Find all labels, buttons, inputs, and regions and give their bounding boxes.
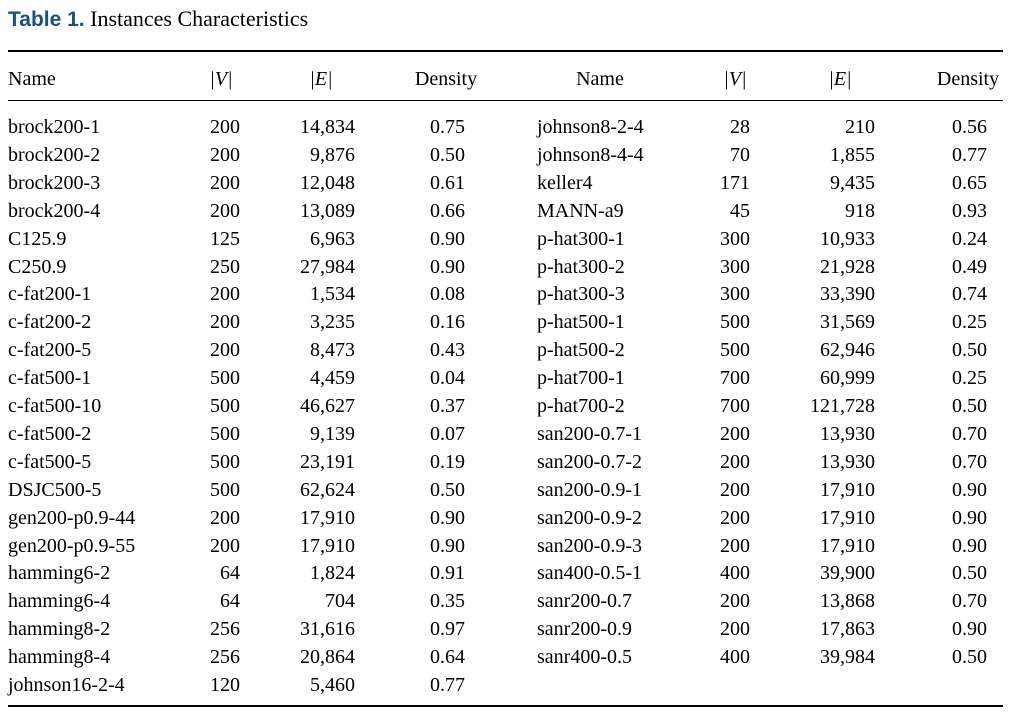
right-cell-e: 39,984 (820, 646, 875, 669)
left-cell-e: 704 (325, 590, 355, 613)
header-density-right: Density (936, 68, 1000, 90)
right-cell-density: 0.90 (952, 478, 987, 501)
right-cell-density: 0.25 (952, 367, 987, 390)
right-cell-v: 200 (720, 618, 750, 641)
left-cell-v: 500 (210, 422, 240, 445)
right-cell-density: 0.90 (952, 618, 987, 641)
left-cell-v: 120 (210, 674, 240, 696)
left-cell-e: 31,616 (300, 618, 355, 641)
right-cell-v: 300 (720, 283, 750, 306)
left-cell-name: c-fat500-5 (8, 450, 92, 473)
left-cell-density: 0.50 (430, 143, 465, 166)
right-cell-density: 0.24 (952, 227, 987, 250)
right-cell-v: 500 (720, 339, 750, 362)
left-cell-density: 0.66 (430, 199, 465, 222)
right-cell-name: sanr400-0.5 (537, 646, 632, 669)
right-cell-e: 918 (845, 199, 875, 222)
header-v-left: |V| (209, 68, 233, 90)
right-cell-name: johnson8-2-4 (537, 116, 644, 138)
left-cell-density: 0.90 (430, 227, 465, 250)
header-density-left: Density (414, 68, 478, 90)
right-cell-v: 200 (720, 422, 750, 445)
right-cell-density: 0.90 (952, 506, 987, 529)
right-cell-density: 0.77 (952, 143, 987, 166)
right-cell-density: 0.74 (952, 283, 987, 306)
right-cell-v: 200 (720, 506, 750, 529)
left-cell-name: C125.9 (8, 227, 67, 250)
left-cell-v: 200 (210, 143, 240, 166)
left-cell-name: c-fat500-1 (8, 367, 92, 390)
right-cell-density: 0.50 (952, 562, 987, 585)
right-cell-name: p-hat700-1 (537, 367, 625, 390)
right-cell-name: sanr200-0.9 (537, 618, 632, 641)
left-cell-name: brock200-3 (8, 171, 101, 194)
right-cell-e: 13,930 (820, 450, 875, 473)
right-cell-e: 17,910 (820, 534, 875, 557)
right-cell-name: san200-0.7-2 (537, 450, 642, 473)
left-cell-density: 0.90 (430, 506, 465, 529)
left-cell-density: 0.43 (430, 339, 465, 362)
left-cell-e: 6,963 (310, 227, 355, 250)
header-name-left: Name (8, 68, 56, 90)
right-cell-name: p-hat300-1 (537, 227, 625, 250)
left-cell-e: 1,534 (310, 283, 355, 306)
right-cell-name: san200-0.7-1 (537, 422, 642, 445)
table-caption (8, 6, 308, 32)
right-cell-name: san200-0.9-3 (537, 534, 642, 557)
left-cell-name: c-fat500-10 (8, 395, 102, 417)
right-cell-v: 500 (720, 311, 750, 334)
right-cell-v: 200 (720, 534, 750, 557)
left-cell-name: gen200-p0.9-55 (8, 534, 136, 557)
left-cell-e: 13,089 (300, 199, 355, 222)
left-cell-density: 0.19 (430, 450, 465, 473)
left-cell-e: 46,627 (300, 395, 355, 417)
left-cell-density: 0.90 (430, 534, 465, 557)
right-cell-density: 0.93 (952, 199, 987, 222)
left-cell-density: 0.91 (430, 562, 465, 585)
right-cell-density: 0.90 (952, 534, 987, 557)
left-cell-e: 62,624 (300, 478, 355, 501)
right-cell-e: 13,930 (820, 422, 875, 445)
left-cell-e: 5,460 (310, 674, 355, 696)
left-cell-v: 200 (210, 311, 240, 334)
right-cell-e: 60,999 (820, 367, 875, 390)
right-cell-e: 17,910 (820, 478, 875, 501)
left-cell-name: DSJC500-5 (8, 478, 102, 501)
left-cell-v: 64 (220, 590, 240, 613)
table-caption-text: Instances Characteristics (90, 6, 309, 31)
header-rule (8, 100, 1003, 101)
right-cell-density: 0.49 (952, 255, 987, 278)
left-cell-v: 64 (220, 562, 240, 585)
right-cell-name: san200-0.9-1 (537, 478, 642, 501)
left-cell-name: c-fat200-2 (8, 311, 92, 334)
right-cell-e: 1,855 (830, 143, 875, 166)
left-cell-v: 500 (210, 395, 240, 417)
left-cell-density: 0.77 (430, 674, 465, 696)
left-cell-v: 500 (210, 367, 240, 390)
left-cell-density: 0.04 (430, 367, 465, 390)
left-cell-v: 200 (210, 171, 240, 194)
left-cell-v: 200 (210, 116, 240, 138)
left-cell-v: 200 (210, 506, 240, 529)
right-cell-name: sanr200-0.7 (537, 590, 632, 613)
left-cell-name: hamming8-2 (8, 618, 111, 641)
left-cell-density: 0.75 (430, 116, 465, 138)
right-cell-density: 0.56 (952, 116, 987, 138)
right-cell-v: 400 (720, 646, 750, 669)
left-cell-name: brock200-4 (8, 199, 101, 222)
left-cell-v: 500 (210, 478, 240, 501)
right-cell-v: 200 (720, 590, 750, 613)
right-cell-density: 0.50 (952, 339, 987, 362)
right-cell-e: 17,910 (820, 506, 875, 529)
left-cell-e: 4,459 (310, 367, 355, 390)
right-cell-name: MANN-a9 (537, 199, 624, 222)
left-cell-density: 0.64 (430, 646, 465, 669)
bottom-rule (8, 705, 1003, 707)
left-cell-e: 17,910 (300, 506, 355, 529)
table-caption-label: Table 1. (8, 8, 85, 31)
left-cell-density: 0.90 (430, 255, 465, 278)
right-cell-name: p-hat500-2 (537, 339, 625, 362)
left-cell-name: johnson16-2-4 (8, 674, 125, 696)
right-cell-density: 0.50 (952, 646, 987, 669)
right-cell-e: 62,946 (820, 339, 875, 362)
right-cell-v: 70 (730, 143, 750, 166)
left-cell-e: 8,473 (310, 339, 355, 362)
left-cell-density: 0.16 (430, 311, 465, 334)
right-cell-e: 31,569 (820, 311, 875, 334)
right-cell-e: 9,435 (830, 171, 875, 194)
left-cell-density: 0.37 (430, 395, 465, 417)
right-cell-e: 39,900 (820, 562, 875, 585)
right-cell-e: 17,863 (820, 618, 875, 641)
left-cell-v: 250 (210, 255, 240, 278)
right-cell-name: san200-0.9-2 (537, 506, 642, 529)
right-cell-e: 33,390 (820, 283, 875, 306)
right-cell-density: 0.50 (952, 395, 987, 417)
left-cell-v: 200 (210, 199, 240, 222)
left-cell-name: c-fat500-2 (8, 422, 92, 445)
right-cell-e: 21,928 (820, 255, 875, 278)
header-e-left: |E| (309, 68, 333, 90)
left-cell-name: c-fat200-1 (8, 283, 92, 306)
right-cell-v: 300 (720, 255, 750, 278)
right-cell-v: 200 (720, 478, 750, 501)
left-cell-name: brock200-1 (8, 116, 101, 138)
left-cell-name: gen200-p0.9-44 (8, 506, 136, 529)
top-rule (8, 50, 1003, 52)
left-cell-e: 14,834 (300, 116, 355, 138)
right-cell-name: san400-0.5-1 (537, 562, 642, 585)
left-cell-e: 1,824 (310, 562, 355, 585)
right-cell-v: 28 (730, 116, 750, 138)
right-cell-name: keller4 (537, 171, 593, 194)
left-cell-name: C250.9 (8, 255, 67, 278)
right-cell-e: 10,933 (820, 227, 875, 250)
left-cell-name: c-fat200-5 (8, 339, 92, 362)
header-name-right: Name (576, 68, 624, 90)
left-cell-name: hamming6-2 (8, 562, 111, 585)
left-cell-density: 0.61 (430, 171, 465, 194)
right-cell-name: johnson8-4-4 (537, 143, 644, 166)
left-cell-density: 0.07 (430, 422, 465, 445)
right-cell-e: 210 (845, 116, 875, 138)
left-cell-v: 200 (210, 339, 240, 362)
header-e-right: |E| (828, 68, 852, 90)
right-cell-v: 300 (720, 227, 750, 250)
left-cell-density: 0.50 (430, 478, 465, 501)
right-cell-name: p-hat700-2 (537, 395, 625, 417)
right-cell-v: 200 (720, 450, 750, 473)
right-cell-name: p-hat500-1 (537, 311, 625, 334)
left-cell-v: 256 (210, 646, 240, 669)
left-cell-density: 0.97 (430, 618, 465, 641)
left-cell-e: 23,191 (300, 450, 355, 473)
right-cell-v: 400 (720, 562, 750, 585)
left-cell-v: 256 (210, 618, 240, 641)
left-cell-e: 3,235 (310, 311, 355, 334)
right-cell-v: 700 (720, 395, 750, 417)
right-cell-density: 0.65 (952, 171, 987, 194)
right-cell-e: 121,728 (810, 395, 875, 417)
left-cell-density: 0.35 (430, 590, 465, 613)
right-cell-v: 700 (720, 367, 750, 390)
left-cell-density: 0.08 (430, 283, 465, 306)
right-cell-density: 0.70 (952, 450, 987, 473)
right-cell-e: 13,868 (820, 590, 875, 613)
left-cell-v: 200 (210, 534, 240, 557)
right-cell-density: 0.25 (952, 311, 987, 334)
right-cell-name: p-hat300-3 (537, 283, 625, 306)
left-cell-e: 27,984 (300, 255, 355, 278)
left-cell-name: hamming6-4 (8, 590, 111, 613)
left-cell-v: 200 (210, 283, 240, 306)
right-cell-v: 171 (720, 171, 750, 194)
left-cell-name: brock200-2 (8, 143, 101, 166)
header-v-right: |V| (723, 68, 747, 90)
left-cell-v: 125 (210, 227, 240, 250)
left-cell-e: 12,048 (300, 171, 355, 194)
left-cell-e: 17,910 (300, 534, 355, 557)
left-cell-e: 9,139 (310, 422, 355, 445)
right-cell-v: 45 (730, 199, 750, 222)
left-cell-name: hamming8-4 (8, 646, 111, 669)
right-cell-density: 0.70 (952, 590, 987, 613)
left-cell-v: 500 (210, 450, 240, 473)
right-cell-density: 0.70 (952, 422, 987, 445)
left-cell-e: 20,864 (300, 646, 355, 669)
left-cell-e: 9,876 (310, 143, 355, 166)
right-cell-name: p-hat300-2 (537, 255, 625, 278)
